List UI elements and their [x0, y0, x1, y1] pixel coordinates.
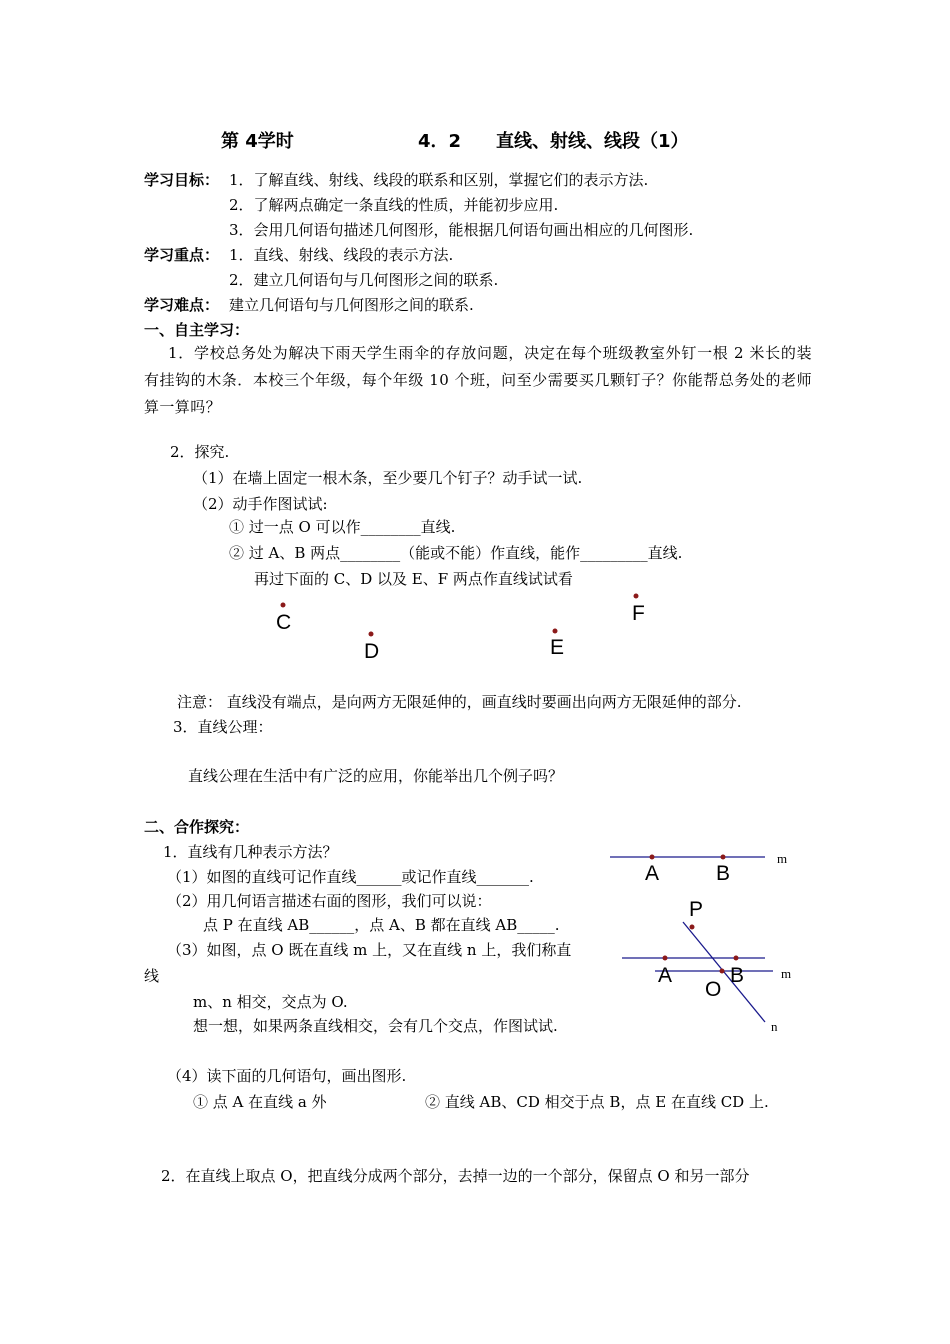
point-e-dot	[553, 629, 558, 634]
part2-heading: 二、合作探究：	[144, 818, 250, 836]
key-points-label: 学习重点：	[144, 246, 220, 264]
part2-question-1-3b: 线	[144, 967, 160, 985]
note-text: 注意： 直线没有端点，是向两方无限延伸的，画直线时要画出向两方无限延伸的部分.	[177, 693, 742, 711]
part2-question-2: 2．在直线上取点 O，把直线分成两个部分，去掉一边的一个部分，保留点 O 和另一部分	[161, 1167, 750, 1185]
question-2-2a: ① 过一点 O 可以作________直线.	[229, 518, 456, 536]
question-2-1: （1）在墙上固定一根木条，至少要几个钉子？动手试一试.	[193, 469, 583, 487]
objective-item: 1．了解直线、射线、线段的联系和区别，掌握它们的表示方法.	[229, 171, 649, 189]
figure2-label-m: m	[781, 966, 792, 981]
point-d-dot	[369, 632, 374, 637]
part2-question-1-3d: 想一想，如果两条直线相交，会有几个交点，作图试试.	[193, 1017, 558, 1035]
figure1-point-a	[650, 855, 655, 860]
part2-question-1: 1．直线有几种表示方法？	[163, 843, 338, 861]
question-1-text: 1．学校总务处为解决下雨天学生雨伞的存放问题，决定在每个班级教室外钉一根 2 米长的装有挂钩的木条．本校三个年级，每个年级 10 个班，问至少需要买几颗钉子？你能帮总务处的老师算一算吗？	[144, 344, 812, 416]
figure2-label-b: B	[730, 964, 745, 987]
part2-question-1-1: （1）如图的直线可记作直线______或记作直线_______.	[167, 868, 534, 886]
part2-question-1-2a: 点 P 在直线 AB______，点 A、B 都在直线 AB_____.	[203, 916, 560, 934]
figure2-label-o: O	[705, 978, 722, 1001]
difficulty-label: 学习难点：	[144, 296, 220, 314]
key-point-item: 1．直线、射线、线段的表示方法.	[229, 246, 454, 264]
figure1-label-m: m	[777, 851, 788, 866]
question-2-2b: ② 过 A、B 两点________（能或不能）作直线，能作_________直线.	[229, 544, 683, 562]
figure1-label-b: B	[716, 862, 731, 885]
point-d-label: D	[364, 640, 380, 663]
figure2-point-b	[734, 956, 739, 961]
question-2-2: （2）动手作图试试:	[193, 495, 328, 513]
point-c-label: C	[276, 611, 292, 634]
figure2-point-o	[720, 969, 725, 974]
figure2-label-a: A	[658, 964, 673, 987]
question-2-title: 2．探究.	[170, 443, 230, 461]
part2-question-1-2: （2）用几何语言描述右面的图形，我们可以说：	[167, 892, 492, 910]
objective-item: 3．会用几何语句描述几何图形，能根据几何语句画出相应的几何图形.	[229, 221, 694, 239]
difficulty-text: 建立几何语句与几何图形之间的联系.	[229, 296, 474, 314]
point-f-dot	[634, 594, 639, 599]
objectives-label: 学习目标：	[144, 171, 220, 189]
figure2-point-p	[690, 925, 695, 930]
part1-heading: 一、自主学习：	[144, 321, 250, 339]
key-point-item: 2．建立几何语句与几何图形之间的联系.	[229, 271, 499, 289]
part2-question-1-4: （4）读下面的几何语句，画出图形.	[167, 1067, 407, 1085]
question-2-2c: 再过下面的 C、D 以及 E、F 两点作直线试试看	[254, 570, 573, 588]
figure2-label-n: n	[771, 1019, 778, 1034]
section-number: 4．2	[418, 131, 462, 152]
part2-question-1-4b: ② 直线 AB、CD 相交于点 B，点 E 在直线 CD 上.	[425, 1093, 769, 1111]
question-3-follow: 直线公理在生活中有广泛的应用，你能举出几个例子吗？	[188, 767, 564, 785]
question-3-title: 3．直线公理：	[173, 718, 273, 736]
figure2-label-p: P	[689, 898, 704, 921]
lesson-number: 第 4学时	[221, 131, 294, 152]
part2-question-1-3c: m、n 相交，交点为 O.	[193, 993, 348, 1011]
figure1-point-b	[721, 855, 726, 860]
part2-question-1-3a: （3）如图，点 O 既在直线 m 上，又在直线 n 上，我们称直	[167, 941, 572, 959]
point-f-label: F	[632, 602, 645, 625]
figure2-point-a	[663, 956, 668, 961]
figure1-label-a: A	[645, 862, 660, 885]
point-e-label: E	[550, 636, 565, 659]
page-title: 直线、射线、线段（1）	[496, 131, 689, 152]
objective-item: 2．了解两点确定一条直线的性质，并能初步应用.	[229, 196, 559, 214]
point-c-dot	[281, 603, 286, 608]
part2-question-1-4a: ① 点 A 在直线 a 外	[193, 1093, 327, 1111]
